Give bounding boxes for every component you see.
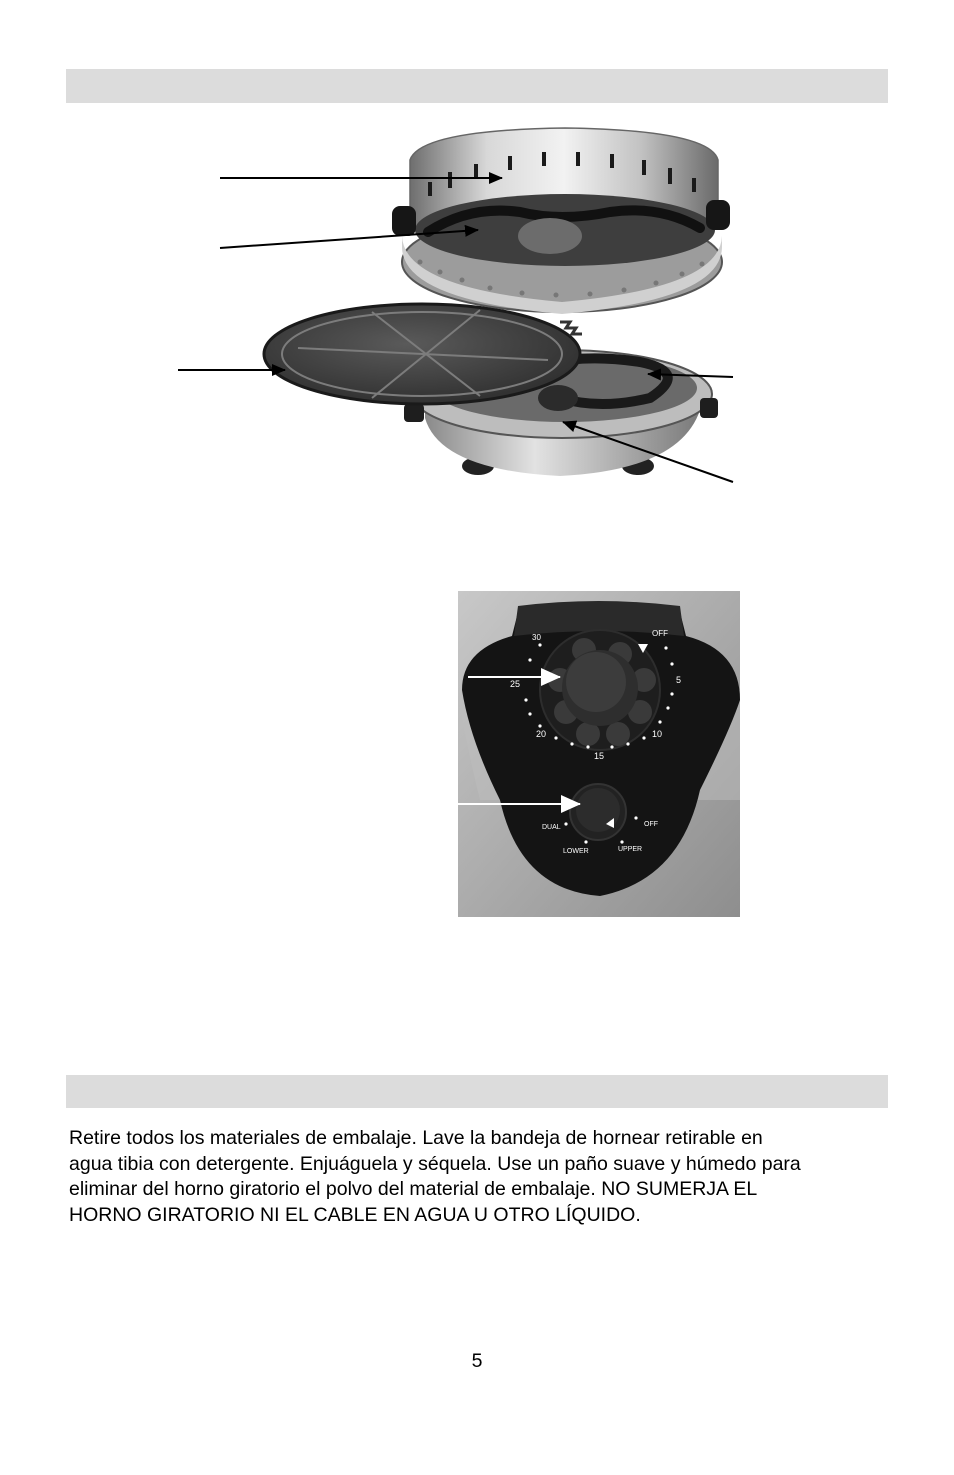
- mode-mark-lower: LOWER: [563, 848, 589, 855]
- control-panel-photo: [458, 591, 740, 917]
- timer-mark-30: 30: [532, 633, 541, 642]
- timer-dial-cap: [566, 652, 626, 712]
- mode-mark-off: OFF: [644, 821, 658, 828]
- oven-photo: [264, 128, 730, 476]
- timer-mark-off: OFF: [652, 629, 668, 638]
- lid-handle-right: [706, 200, 730, 230]
- upper-element-hub: [518, 218, 582, 254]
- section-header-bar-bottom: [66, 1075, 888, 1108]
- base-handle-right: [700, 398, 718, 418]
- lid-handle-left: [392, 206, 416, 236]
- timer-mark-15: 15: [594, 751, 605, 761]
- timer-mark-5: 5: [676, 675, 682, 685]
- page-number: 5: [471, 1350, 483, 1372]
- timer-mark-25: 25: [510, 679, 521, 689]
- mode-mark-dual: DUAL: [542, 824, 561, 831]
- timer-mark-20: 20: [536, 729, 547, 739]
- rotating-spindle: [538, 385, 578, 411]
- timer-mark-10: 10: [652, 729, 663, 739]
- mode-mark-upper: UPPER: [618, 846, 643, 853]
- instructions-paragraph: Retire todos los materiales de embalaje. Lave la bandeja de hornear retirable en agua tibia con detergente. Enjuáguela y séquela. Use un paño suave y húmedo para eliminar del horno giratorio el polvo del material de embalaje. NO SUMERJA EL HORNO GIRATORIO NI EL CABLE EN AGUA U OTRO LÍQUIDO.: [69, 1127, 801, 1226]
- base-handle-left: [404, 404, 424, 422]
